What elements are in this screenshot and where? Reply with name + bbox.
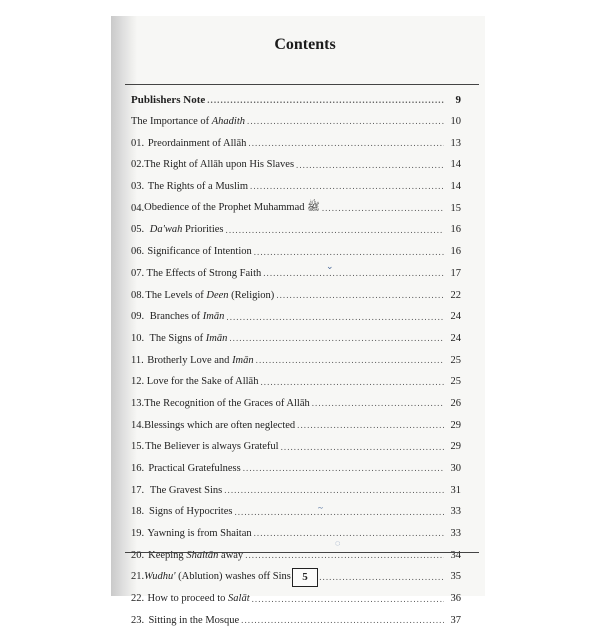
entry-number: 14. xyxy=(131,420,144,431)
toc-entry xyxy=(131,610,461,631)
entry-number: 13. xyxy=(131,398,144,409)
entry-title xyxy=(144,201,320,216)
toc-entry xyxy=(131,414,461,436)
entry-title-part: The Effects of Strong Faith xyxy=(147,268,262,279)
entry-page-number: 26 xyxy=(447,398,461,409)
toc-entry xyxy=(131,393,461,415)
entry-title xyxy=(147,376,259,387)
toc-entry xyxy=(131,219,461,241)
dot-leader xyxy=(250,182,444,191)
entry-title-part: The Recognition of the Graces of Allāh xyxy=(144,398,310,409)
entry-page-number: 33 xyxy=(447,528,461,539)
entry-title-part: (Ablution) washes off Sins xyxy=(176,571,291,582)
entry-number: 03. xyxy=(131,181,148,192)
dot-leader xyxy=(226,313,444,322)
entry-page-number: 34 xyxy=(447,550,461,561)
entry-title xyxy=(150,311,225,322)
entry-title xyxy=(148,181,248,192)
entry-page-number: 14 xyxy=(447,159,461,170)
entry-title xyxy=(149,333,227,344)
entry-title xyxy=(144,571,291,582)
entry-number: 16. xyxy=(131,463,148,474)
top-rule xyxy=(125,84,479,85)
toc-entry xyxy=(131,588,461,610)
toc-entry xyxy=(131,544,461,566)
entry-page-number: 36 xyxy=(447,593,461,604)
entry-page-number: 30 xyxy=(447,463,461,474)
entry-page-number: 25 xyxy=(447,355,461,366)
dot-leader xyxy=(248,139,444,148)
toc-entry xyxy=(131,523,461,545)
toc-entry xyxy=(131,284,461,306)
dot-leader xyxy=(276,291,444,300)
entry-title-part: away xyxy=(218,550,243,561)
entry-number: 01. xyxy=(131,138,148,149)
entry-number: 21. xyxy=(131,571,144,582)
pen-mark: ~ xyxy=(318,503,323,513)
entry-title xyxy=(144,420,295,431)
entry-title-part: The Levels of xyxy=(145,290,206,301)
entry-title-part: Preordainment of Allāh xyxy=(148,138,247,149)
dot-leader xyxy=(229,334,444,343)
entry-title-part: Blessings which are often neglected xyxy=(144,420,295,431)
toc-entry xyxy=(131,436,461,458)
entry-title-part: Priorities xyxy=(182,224,223,235)
dot-leader xyxy=(247,117,444,126)
entry-page-number: 16 xyxy=(447,224,461,235)
entry-title-part: Love for the Sake of Allāh xyxy=(147,376,259,387)
dot-leader xyxy=(207,96,444,105)
entry-page-number: 22 xyxy=(447,290,461,301)
entry-title-part: Publishers Note xyxy=(131,94,205,106)
entry-title-part: Practical Gratefulness xyxy=(148,463,240,474)
entry-number: 08. xyxy=(131,290,145,301)
dot-leader xyxy=(234,508,444,517)
entry-number: 22. xyxy=(131,593,148,604)
entry-title xyxy=(148,138,247,149)
contents-list xyxy=(131,89,461,631)
dot-leader xyxy=(226,226,444,235)
toc-entry xyxy=(131,176,461,198)
toc-entry xyxy=(131,154,461,176)
entry-page-number: 15 xyxy=(447,203,461,214)
entry-title xyxy=(148,615,239,626)
entry-title-part: Significance of Intention xyxy=(147,246,251,257)
entry-number: 09. xyxy=(131,311,150,322)
entry-page-number: 13 xyxy=(447,138,461,149)
entry-title xyxy=(150,485,222,496)
dot-leader xyxy=(263,269,444,278)
dot-leader xyxy=(260,378,444,387)
entry-title-part: The Importance of xyxy=(131,116,212,127)
dot-leader xyxy=(254,248,444,257)
entry-title-part: Imān xyxy=(206,333,228,344)
entry-page-number: 24 xyxy=(447,333,461,344)
entry-number: 17. xyxy=(131,485,150,496)
dot-leader xyxy=(281,443,444,452)
entry-title-part: Da'wah xyxy=(150,224,183,235)
entry-title xyxy=(131,116,245,127)
bottom-rule xyxy=(125,552,479,553)
entry-title-part: Sitting in the Mosque xyxy=(148,615,239,626)
entry-page-number: 37 xyxy=(447,615,461,626)
entry-title-part: Yawning is from Shaitan xyxy=(147,528,251,539)
entry-title xyxy=(144,398,310,409)
toc-entry xyxy=(131,349,461,371)
book-page xyxy=(111,16,485,596)
toc-entry xyxy=(131,241,461,263)
entry-title xyxy=(147,268,262,279)
entry-number: 15. xyxy=(131,441,145,452)
dot-leader xyxy=(243,464,444,473)
entry-number: 04. xyxy=(131,203,144,214)
entry-title-part: Signs of Hypocrites xyxy=(149,506,232,517)
entry-page-number: 16 xyxy=(447,246,461,257)
toc-entry xyxy=(131,501,461,523)
entry-title-part: Shaitān xyxy=(186,550,218,561)
entry-title xyxy=(147,246,251,257)
entry-number: 11. xyxy=(131,355,147,366)
entry-number: 05. xyxy=(131,224,150,235)
toc-entry xyxy=(131,306,461,328)
dot-leader xyxy=(312,399,444,408)
toc-entry xyxy=(131,371,461,393)
entry-title-part: Deen xyxy=(206,290,228,301)
entry-page-number: 33 xyxy=(447,506,461,517)
entry-page-number: 10 xyxy=(447,116,461,127)
toc-entry xyxy=(131,197,461,219)
entry-page-number: 25 xyxy=(447,376,461,387)
entry-title-part: Wudhu' xyxy=(144,571,175,582)
entry-number: 07. xyxy=(131,268,147,279)
dot-leader xyxy=(224,486,444,495)
entry-title xyxy=(131,94,205,106)
entry-number: 06. xyxy=(131,246,147,257)
pen-mark: ◌ xyxy=(335,538,340,548)
entry-title-part: Ahadith xyxy=(212,116,245,127)
entry-number: 10. xyxy=(131,333,149,344)
page-title: Contents xyxy=(111,36,485,54)
entry-title-part: Imān xyxy=(203,311,225,322)
dot-leader xyxy=(256,356,444,365)
dot-leader xyxy=(252,595,444,604)
toc-entry xyxy=(131,89,461,111)
entry-title-part: Salāt xyxy=(228,593,250,604)
entry-page-number: 31 xyxy=(447,485,461,496)
entry-title-part: Obedience of the Prophet Muhammad ﷺ xyxy=(144,202,320,213)
entry-page-number: 14 xyxy=(447,181,461,192)
entry-title-part: The Rights of a Muslim xyxy=(148,181,248,192)
entry-title xyxy=(150,224,224,235)
dot-leader xyxy=(241,616,444,625)
entry-page-number: 17 xyxy=(447,268,461,279)
entry-title xyxy=(148,593,250,604)
entry-number: 02. xyxy=(131,159,144,170)
toc-entry xyxy=(131,263,461,285)
entry-title xyxy=(147,355,253,366)
entry-page-number: 35 xyxy=(447,571,461,582)
entry-title-part: The Gravest Sins xyxy=(150,485,222,496)
entry-title-part: The Believer is always Grateful xyxy=(145,441,279,452)
entry-number: 18. xyxy=(131,506,149,517)
entry-title-part: The Right of Allāh upon His Slaves xyxy=(144,159,294,170)
page-number-box: 5 xyxy=(292,568,318,587)
dot-leader xyxy=(296,161,444,170)
toc-entry xyxy=(131,458,461,480)
entry-number: 12. xyxy=(131,376,147,387)
entry-title xyxy=(149,506,232,517)
entry-title-part: Keeping xyxy=(148,550,186,561)
entry-title-part: Branches of xyxy=(150,311,203,322)
entry-title xyxy=(144,159,294,170)
dot-leader xyxy=(297,421,444,430)
pen-mark: ⌄ xyxy=(326,261,334,272)
toc-entry xyxy=(131,328,461,350)
entry-page-number: 29 xyxy=(447,441,461,452)
dot-leader xyxy=(322,204,444,213)
entry-title-part: Imān xyxy=(232,355,254,366)
entry-title xyxy=(145,441,279,452)
entry-page-number: 29 xyxy=(447,420,461,431)
entry-page-number: 9 xyxy=(447,94,461,106)
entry-title xyxy=(145,290,274,301)
toc-entry xyxy=(131,479,461,501)
toc-entry xyxy=(131,132,461,154)
entry-title xyxy=(147,528,251,539)
entry-title-part: How to proceed to xyxy=(148,593,228,604)
entry-title-part: Brotherly Love and xyxy=(147,355,232,366)
dot-leader xyxy=(254,529,444,538)
entry-title xyxy=(148,463,240,474)
entry-page-number: 24 xyxy=(447,311,461,322)
entry-number: 19. xyxy=(131,528,147,539)
entry-title-part: (Religion) xyxy=(229,290,275,301)
entry-number: 20. xyxy=(131,550,148,561)
entry-title-part: The Signs of xyxy=(149,333,205,344)
toc-entry xyxy=(131,111,461,133)
entry-number: 23. xyxy=(131,615,148,626)
